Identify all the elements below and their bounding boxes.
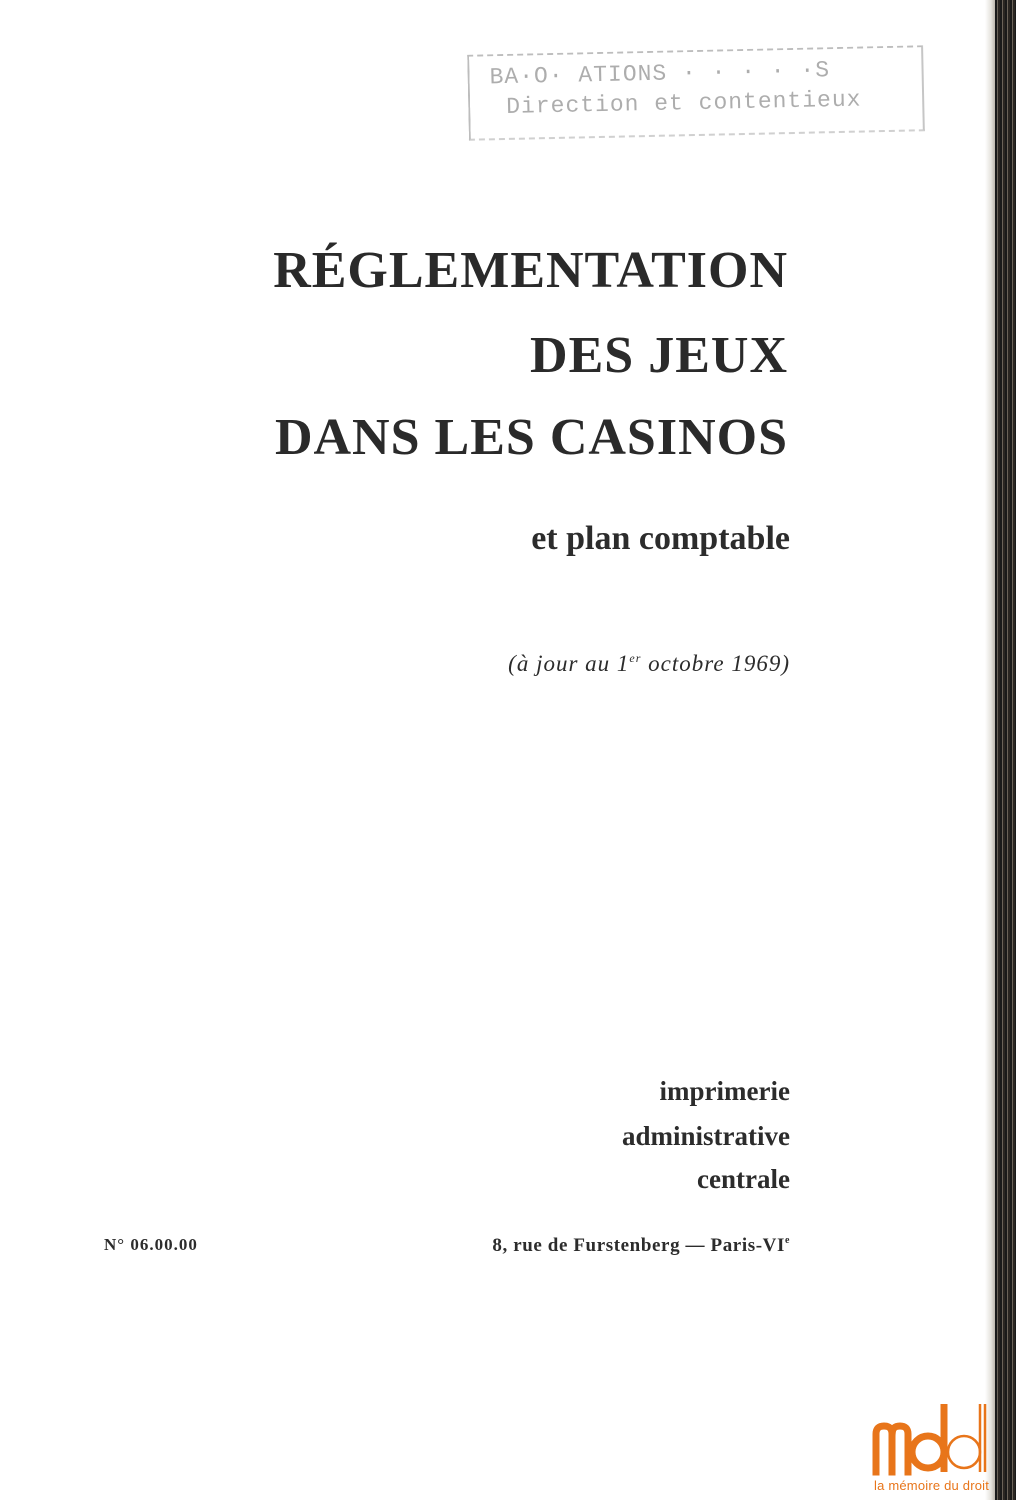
- document-number: N° 06.00.00: [104, 1235, 198, 1254]
- publisher-line-1: imprimerie: [659, 1076, 790, 1106]
- title-line-2: DES JEUX: [530, 327, 788, 384]
- update-date: [508, 652, 790, 675]
- logo-tagline: la mémoire du droit: [874, 1478, 990, 1493]
- title-line-3: DANS LES CASINOS: [274, 409, 788, 466]
- date-superscript: er: [629, 651, 642, 665]
- publisher-address: [492, 1236, 790, 1255]
- date-suffix: octobre 1969): [641, 651, 790, 676]
- address-main: 8, rue de Furstenberg — Paris-VI: [492, 1235, 785, 1256]
- stamp-line-1: BA·O· ATIONS · · · · ·S: [489, 57, 831, 91]
- publisher-line-2: administrative: [622, 1121, 790, 1151]
- publisher-line-3: centrale: [697, 1164, 790, 1194]
- library-stamp: [467, 45, 925, 141]
- stamp-line-2: Direction et contentieux: [505, 86, 862, 120]
- book-edge-shadow: [985, 0, 995, 1500]
- date-prefix: (à jour au 1: [508, 651, 630, 676]
- book-page-edges: [995, 0, 1016, 1500]
- title-line-1: RÉGLEMENTATION: [273, 242, 788, 299]
- address-superscript: e: [784, 1235, 790, 1246]
- subtitle: et plan comptable: [531, 520, 790, 557]
